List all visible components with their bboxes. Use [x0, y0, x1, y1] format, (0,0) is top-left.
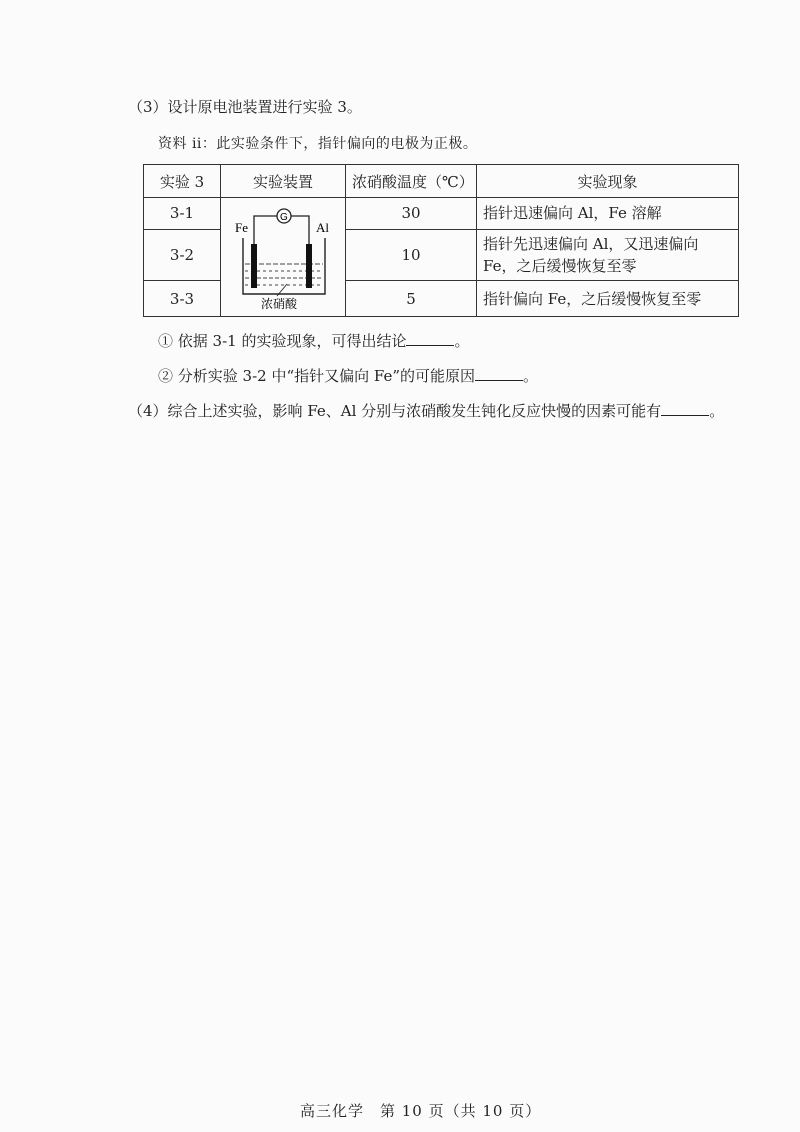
row-temp: 5 — [346, 281, 477, 317]
row-id: 3-2 — [144, 229, 221, 281]
liquid-label: 浓硝酸 — [261, 297, 298, 311]
sub-question-1-text: ① 依据 3-1 的实验现象，可得出结论 — [158, 332, 407, 350]
row-id: 3-1 — [144, 198, 221, 230]
question-4: （4）综合上述实验，影响 Fe、Al 分别与浓硝酸发生钝化反应快慢的因素可能有 。 — [128, 402, 725, 420]
header-temperature: 浓硝酸温度（℃） — [346, 165, 477, 198]
svg-text:G: G — [280, 212, 288, 223]
sub-question-2: ② 分析实验 3-2 中“指针又偏向 Fe”的可能原因 。 — [158, 367, 539, 385]
table-row — [144, 198, 739, 230]
row-phenomenon: 指针先迅速偏向 Al，又迅速偏向 Fe，之后缓慢恢复至零 — [477, 229, 739, 281]
header-phenomenon: 实验现象 — [477, 165, 739, 198]
row-temp: 30 — [346, 198, 477, 230]
answer-blank[interactable] — [406, 331, 454, 346]
sub-question-2-text: ② 分析实验 3-2 中“指针又偏向 Fe”的可能原因 — [158, 367, 476, 385]
fe-electrode-label: Fe — [235, 220, 248, 235]
al-electrode-label: Al — [316, 220, 329, 235]
row-temp: 10 — [346, 229, 477, 281]
fe-electrode-icon — [251, 244, 257, 288]
apparatus-cell — [221, 198, 346, 317]
galvanic-cell-diagram — [221, 198, 345, 312]
answer-blank[interactable] — [661, 401, 709, 416]
row-phenomenon: 指针偏向 Fe，之后缓慢恢复至零 — [477, 281, 739, 317]
galvanometer-icon — [277, 209, 291, 223]
al-electrode-icon — [306, 244, 312, 288]
row-id: 3-3 — [144, 281, 221, 317]
page-footer: 高三化学 第 10 页（共 10 页） — [300, 1102, 542, 1120]
header-apparatus: 实验装置 — [221, 165, 346, 198]
experiment-table — [143, 164, 739, 317]
answer-blank[interactable] — [475, 366, 523, 381]
sub-question-1: ① 依据 3-1 的实验现象，可得出结论 。 — [158, 332, 470, 350]
question-3-heading: （3）设计原电池装置进行实验 3。 — [128, 98, 362, 116]
header-experiment: 实验 3 — [144, 165, 221, 198]
row-phenomenon: 指针迅速偏向 Al，Fe 溶解 — [477, 198, 739, 230]
question-4-text: （4）综合上述实验，影响 Fe、Al 分别与浓硝酸发生钝化反应快慢的因素可能有 — [128, 402, 662, 420]
reference-note: 资料 ii：此实验条件下，指针偏向的电极为正极。 — [158, 136, 478, 152]
